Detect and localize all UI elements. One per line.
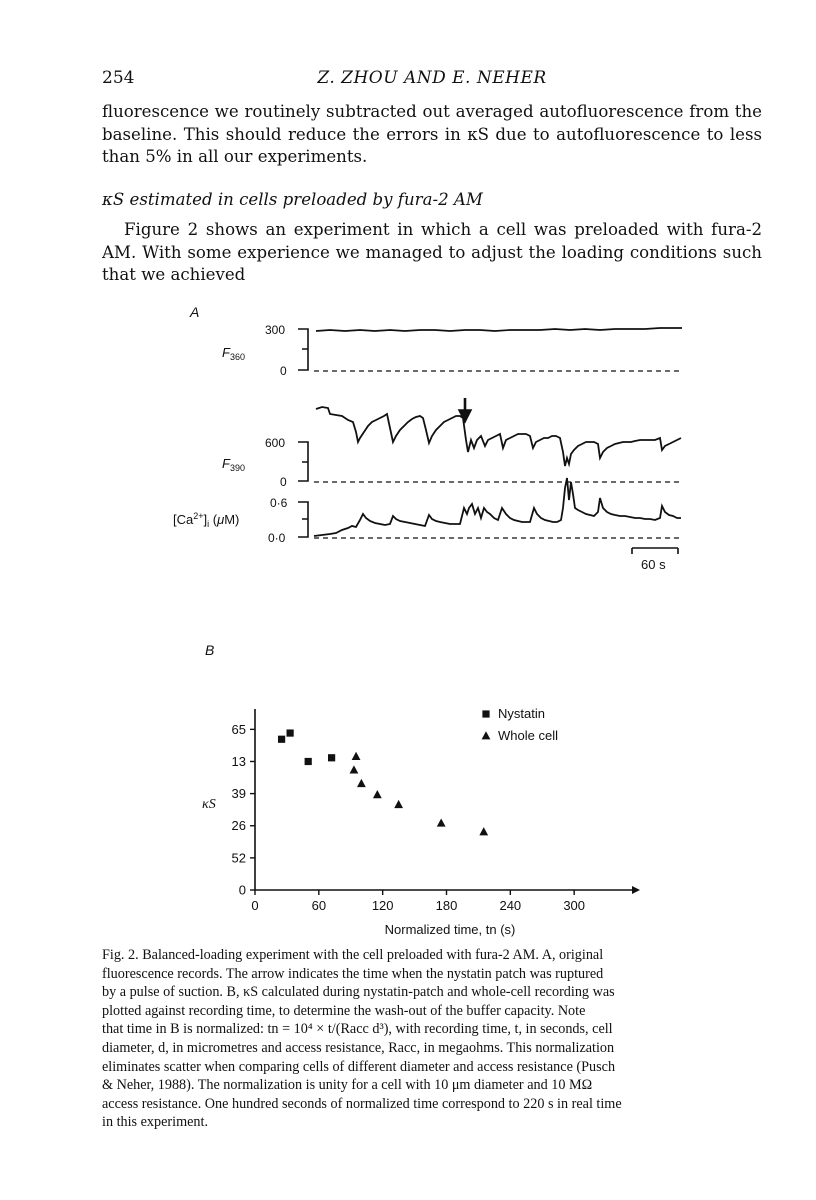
panel-a-label: A [190,304,200,320]
whole-cell-point [357,779,366,787]
ca-tick-0-6: 0·6 [270,496,288,510]
caption-line: Fig. 2. Balanced-loading experiment with the cell preloaded with fura-2 AM. A, original [102,947,604,963]
whole-cell-point [394,800,403,808]
paragraph-figure-intro: Figure 2 shows an experiment in which a cell was preloaded with fura-2 AM. With some experience we managed to adjust the loading conditions such that we achieved [102,220,762,284]
ca-tick-0-0: 0·0 [268,531,286,545]
caption-line: fluorescence records. The arrow indicates the time when the nystatin patch was ruptured [102,965,604,982]
paragraph-autofluorescence: fluorescence we routinely subtracted out averaged autofluorescence from the baseline. This should reduce the errors in κS due to autofluorescence to less than 5% in all our experiments. [102,102,762,166]
caption-line: plotted against recording time, to determine the wash-out of the buffer capacity. Note [102,1002,586,1019]
nystatin-point [328,754,335,761]
y-tick-label: 39 [231,786,246,802]
caption-line: eliminates scatter when comparing cells of different diameter and access resistance (Pusch [102,1058,616,1075]
y-tick-label: 13 [231,753,246,769]
whole-cell-point [479,827,488,835]
ca-trace-group [298,478,681,538]
scale-bar [632,548,678,554]
x-tick-label: 180 [435,898,458,913]
f360-trace-group [298,328,682,371]
panel-b-label: B [205,642,215,658]
f390-trace-group [298,407,681,482]
page-number: 254 [102,68,135,88]
f360-tick-300: 300 [265,323,286,337]
whole-cell-point [437,818,446,826]
f390-tick-0: 0 [280,475,287,489]
caption-line: by a pulse of suction. B, κS calculated during nystatin-patch and whole-cell recording was [102,984,615,1001]
y-axis-label: κS [202,797,216,812]
f390-y-axis [298,442,308,481]
ca-trace [314,478,681,536]
caption-line: access resistance. One hundred seconds of normalized time correspond to 220 s in real time [102,1095,622,1112]
legend-nystatin-marker [482,710,489,717]
y-tick-label: 26 [231,818,246,834]
x-tick-label: 300 [563,898,586,913]
running-title: Z. ZHOU AND E. NEHER [317,68,547,88]
x-axis-label: Normalized time, tn (s) [384,922,516,937]
x-tick-label: 60 [311,898,327,913]
chart-marks [278,729,488,835]
y-tick-label: 65 [231,721,246,737]
whole-cell-point [350,765,359,773]
x-axis-arrowhead [632,886,640,894]
legend-whole-cell-label: Whole cell [498,728,558,743]
legend-nystatin-label: Nystatin [498,706,545,721]
caption-line: diameter, d, in micrometres and access resistance, Racc, in megaohms. This normalization [102,1039,615,1056]
nystatin-point [278,736,285,743]
chart-axes [202,709,640,937]
whole-cell-point [352,752,361,760]
nystatin-point [305,758,312,765]
f360-y-axis [298,329,308,370]
x-tick-label: 120 [371,898,394,913]
whole-cell-point [373,790,382,798]
x-tick-label: 240 [499,898,522,913]
section-heading: κS estimated in cells preloaded by fura-2 AM [102,190,483,209]
caption-line: in this experiment. [102,1114,208,1131]
chart-legend [482,706,558,743]
f390-trace [316,407,681,466]
chart-axis-lines [255,709,638,890]
caption-line: & Neher, 1988). The normalization is unity for a cell with 10 μm diameter and 10 MΩ [102,1077,593,1094]
f390-tick-600: 600 [265,436,286,450]
legend-whole-cell-marker [482,731,491,739]
ca-label: $[Ca^{2+}]_i$ (μM) [173,511,240,529]
nystatin-point [287,729,294,736]
caption-line: that time in B is normalized: tn = 10⁴ × t/(Racc d³), with recording time, t, in seconds, cell [102,1021,613,1038]
x-tick-label: 0 [251,898,259,913]
scale-bar-label: 60 s [641,557,666,572]
ca-y-axis [298,502,308,537]
f360-tick-0: 0 [280,364,287,378]
f360-trace [316,328,682,331]
y-tick-label: 0 [238,882,246,898]
f390-label: $F_{390}$ [222,456,245,473]
f360-label: $F_{360}$ [222,345,245,362]
figure-caption [102,946,764,1132]
y-tick-label: 52 [231,850,246,866]
